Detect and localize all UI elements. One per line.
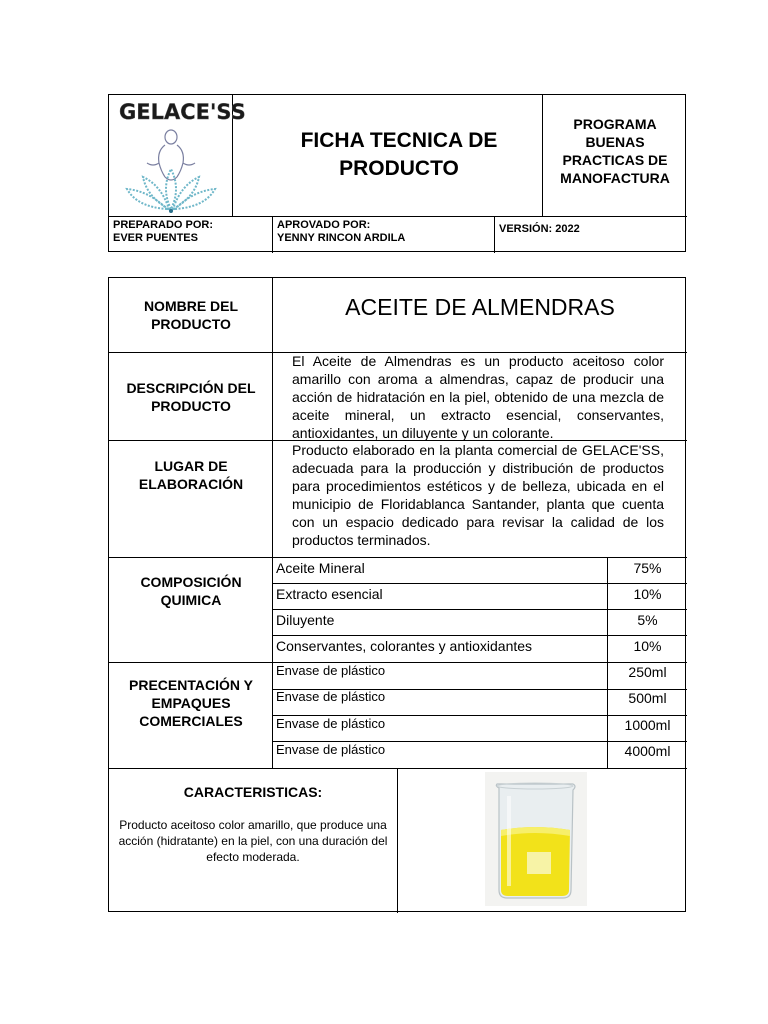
oil-beaker-image [485,772,587,906]
header-table [108,94,686,252]
version: VERSIÓN: 2022 [499,223,580,235]
approved-label: APROVADO POR: [277,219,371,231]
product-name: ACEITE DE ALMENDRAS [345,293,615,320]
logo-text: GELACE'SS [119,100,246,124]
place-text: Producto elaborado en la planta comercial de GELACE'SS, adecuada para la producción y distribución de productos para procedimientos estéticos y de belleza, ubicada en el municipio de Floridablanca Santander, planta que cuenta con un espacio dedicado para revisar la calidad de los productos terminados. [292,442,664,548]
program-title: PROGRAMA BUENAS PRACTICAS DE MANOFACTURA [560,116,670,186]
composition-value: 5% [637,612,658,628]
presentation-item: Envase de plástico [276,663,386,678]
characteristics-label: CARACTERISTICAS: [183,784,323,800]
composition-item: Extracto esencial [276,586,383,602]
characteristics-text: Producto aceitoso color amarillo, que produce una acción (hidratante) en la piel, con una duración del efecto moderada. [118,818,388,864]
description-label: DESCRIPCIÓN DEL PRODUCTO [126,379,256,414]
composition-value: 75% [633,560,662,576]
document-title: FICHA TECNICA DE PRODUCTO [300,129,498,180]
description-text: El Aceite de Almendras es un producto aceitoso color amarillo con aroma a almendras, capaz de producir una acción de hidratación en la piel, obtenido de una mezcla de aceite mineral, un extracto esencial, conservantes, antioxidantes, un diluyente y un colorante. [292,353,664,441]
presentation-value: 500ml [628,690,667,706]
presentation-item: Envase de plástico [276,742,386,757]
composition-item: Conservantes, colorantes y antioxidantes [276,638,533,654]
composition-item: Aceite Mineral [276,560,365,576]
place-label: LUGAR DE ELABORACIÓN [138,458,244,492]
presentation-item: Envase de plástico [276,716,386,731]
prepared-by [113,217,269,252]
presentation-value: 4000ml [624,743,671,759]
composition-value: 10% [633,586,662,602]
presentation-value: 250ml [628,664,667,680]
composition-value: 10% [633,638,662,654]
product-name-label: NOMBRE DEL PRODUCTO [143,298,239,332]
presentation-value: 1000ml [624,717,671,733]
prepared-label: PREPARADO POR: [113,219,214,231]
approved-by [277,217,491,252]
composition-label: COMPOSICIÓN QUIMICA [140,573,242,608]
approved-name: YENNY RINCON ARDILA [277,232,406,244]
company-logo [113,97,246,215]
presentation-label: PRECENTACIÓN Y EMPAQUES COMERCIALES [129,677,253,729]
product-sheet-table [108,277,686,912]
presentation-item: Envase de plástico [276,689,386,704]
composition-item: Diluyente [276,612,335,628]
prepared-name: EVER PUENTES [113,232,198,244]
